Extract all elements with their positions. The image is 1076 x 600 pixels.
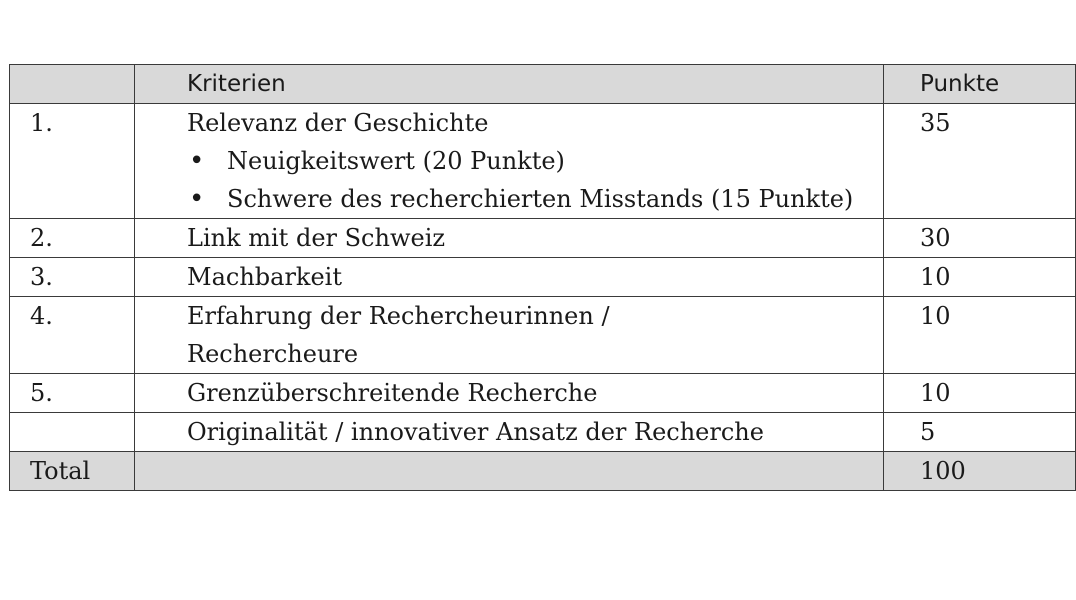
row-num: 5. [10, 374, 135, 413]
list-item: • Neuigkeitswert (20 Punkte) [187, 142, 883, 180]
row-criteria: Erfahrung der Rechercheurinnen / Rechercheure [135, 297, 884, 374]
row-criteria [135, 104, 884, 219]
row-criteria: Originalität / innovativer Ansatz der Recherche [135, 413, 884, 452]
header-points: Punkte [884, 65, 1076, 104]
row-num: 1. [10, 104, 135, 219]
table-row [10, 297, 1076, 374]
list-item: • Schwere des recherchierten Misstands (15 Punkte) [187, 180, 883, 218]
header-num [10, 65, 135, 104]
row-criteria: Grenzüberschreitende Recherche [135, 374, 884, 413]
row-num: 3. [10, 258, 135, 297]
row-criteria: Link mit der Schweiz [135, 219, 884, 258]
total-points: 100 [884, 452, 1076, 491]
table-row [10, 219, 1076, 258]
row-points: 10 [884, 258, 1076, 297]
row-points: 30 [884, 219, 1076, 258]
table-row [10, 413, 1076, 452]
table-row [10, 374, 1076, 413]
table-row [10, 104, 1076, 219]
total-row [10, 452, 1076, 491]
row-points: 10 [884, 297, 1076, 374]
criteria-text: Relevanz der Geschichte [187, 109, 489, 137]
table-row [10, 258, 1076, 297]
header-criteria: Kriterien [135, 65, 884, 104]
row-num: 4. [10, 297, 135, 374]
row-points: 5 [884, 413, 1076, 452]
row-num [10, 413, 135, 452]
row-criteria: Machbarkeit [135, 258, 884, 297]
row-num: 2. [10, 219, 135, 258]
row-points: 35 [884, 104, 1076, 219]
criteria-table [9, 64, 1076, 491]
row-points: 10 [884, 374, 1076, 413]
header-row [10, 65, 1076, 104]
sub-criteria-list [187, 142, 883, 218]
total-label: Total [10, 452, 135, 491]
total-criteria [135, 452, 884, 491]
